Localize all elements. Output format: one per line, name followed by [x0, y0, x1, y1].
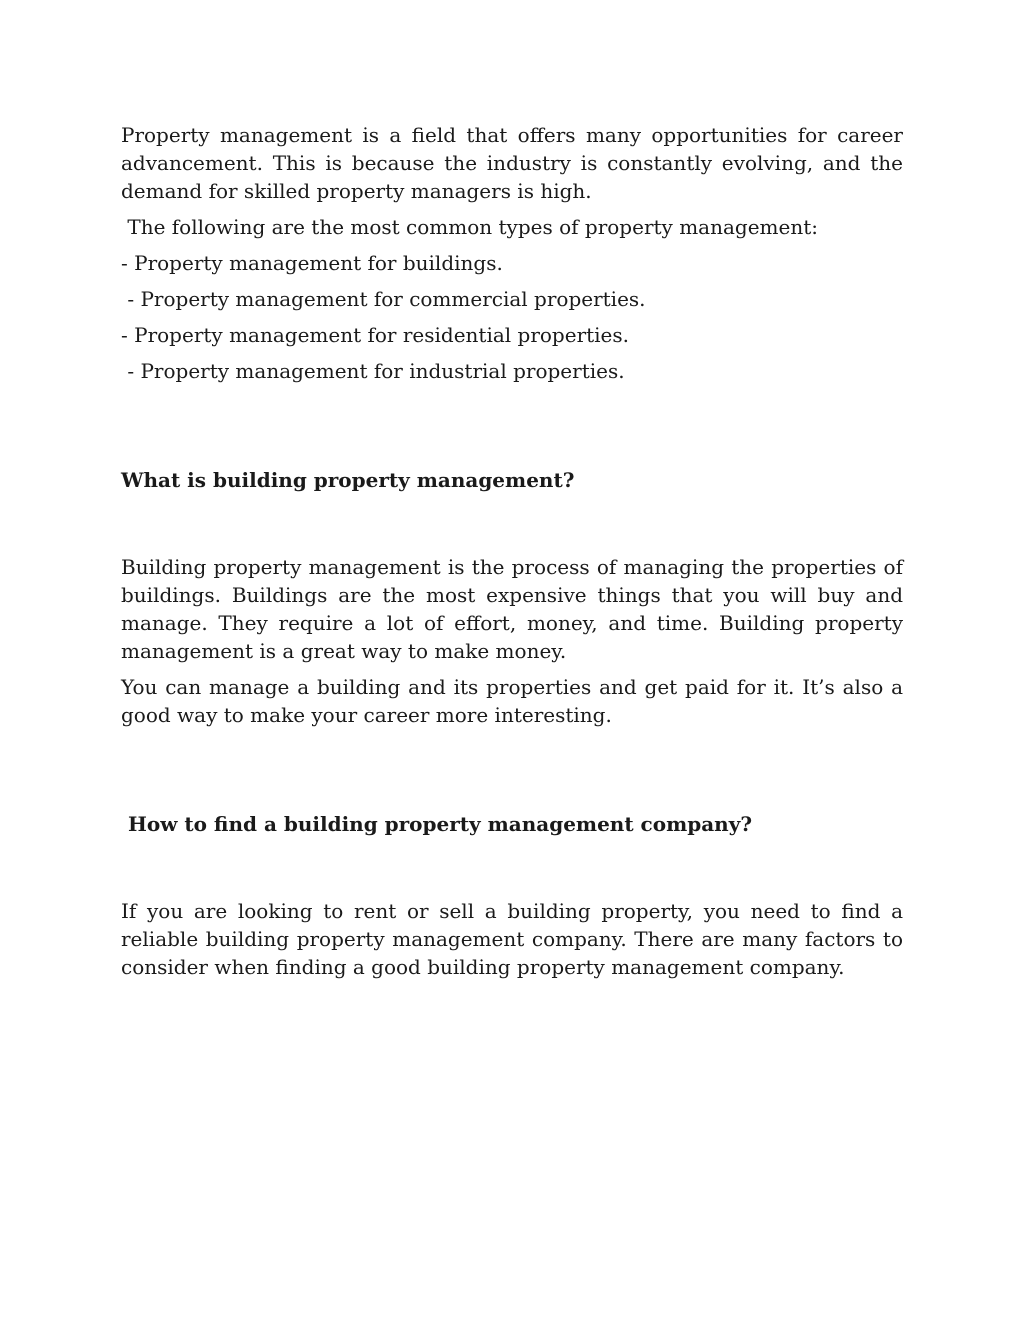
intro-paragraph: Property management is a field that offers many opportunities for career advancement. This is because the industry is constantly evolving, and the demand for skilled property managers is high. [121, 123, 903, 203]
list-item: - Property management for residential properties. [121, 323, 630, 347]
section-heading-building-management: What is building property management? [121, 468, 575, 492]
section2-paragraph: If you are looking to rent or sell a building property, you need to find a reliable building property management company. There are many factors to consider when finding a good building property management company. [121, 899, 903, 979]
section-heading-find-company: How to find a building property management company? [121, 812, 753, 836]
document-body [121, 121, 903, 981]
section1-paragraph: Building property management is the process of managing the properties of buildings. Buildings are the most expensive things that you will buy and manage. They require a lot of effort, money, and time. Building property management is a great way to make money. [121, 555, 903, 663]
list-item: - Property management for buildings. [121, 251, 503, 275]
list-item: - Property management for commercial properties. [121, 287, 646, 311]
list-item: - Property management for industrial properties. [121, 359, 625, 383]
types-lead-text: The following are the most common types of property management: [121, 215, 818, 239]
section1-paragraph: You can manage a building and its properties and get paid for it. It’s also a good way to make your career more interesting. [121, 675, 903, 727]
